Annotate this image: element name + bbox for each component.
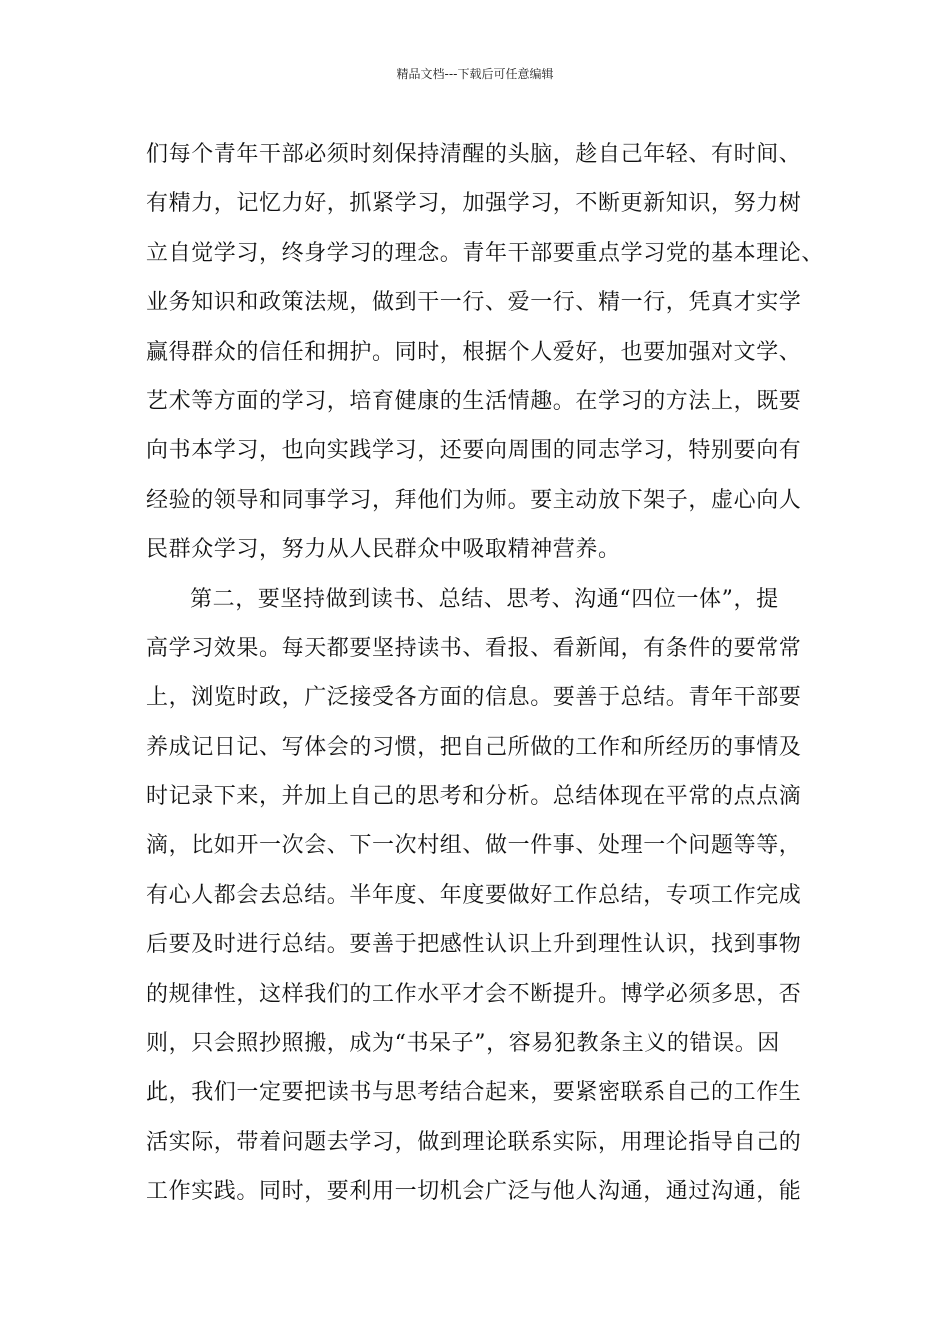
text-line: 民群众学习，努力从人民群众中吸取精神营养。	[146, 537, 621, 563]
text-line: 们每个青年干部必须时刻保持清醒的头脑，趁自己年轻、有时间、	[146, 142, 802, 167]
text-line: 活实际，带着问题去学习，做到理论联系实际，用理论指导自己的	[146, 1129, 802, 1155]
paragraph-start-line: 第二，要坚持做到读书、总结、思考、沟通“四位一体”，提	[190, 586, 779, 612]
text-line: 业务知识和政策法规，做到干一行、爱一行、精一行，凭真才实学	[146, 290, 802, 316]
text-line: 养成记日记、写体会的习惯，把自己所做的工作和所经历的事情及	[146, 734, 802, 760]
text-line: 有心人都会去总结。半年度、年度要做好工作总结，专项工作完成	[146, 882, 802, 908]
text-line: 经验的领导和同事学习，拜他们为师。要主动放下架子，虚心向人	[146, 487, 802, 513]
text-line: 上，浏览时政，广泛接受各方面的信息。要善于总结。青年干部要	[146, 685, 802, 711]
text-line: 则，只会照抄照搬，成为“书呆子”，容易犯教条主义的错误。因	[146, 1031, 780, 1057]
text-line: 高学习效果。每天都要坚持读书、看报、看新闻，有条件的要常常	[146, 635, 802, 661]
text-line: 的规律性，这样我们的工作水平才会不断提升。博学必须多思，否	[146, 981, 802, 1007]
text-line: 滴，比如开一次会、下一次村组、做一件事、处理一个问题等等，	[146, 833, 802, 859]
page-header: 精品文档---下载后可任意编辑	[396, 67, 554, 81]
text-line: 赢得群众的信任和拥护。同时，根据个人爱好，也要加强对文学、	[146, 339, 802, 365]
text-line: 向书本学习，也向实践学习，还要向周围的同志学习，特别要向有	[146, 438, 802, 464]
text-line: 时记录下来，并加上自己的思考和分析。总结体现在平常的点点滴	[146, 784, 802, 810]
text-line: 艺术等方面的学习，培育健康的生活情趣。在学习的方法上，既要	[146, 388, 802, 414]
text-line: 后要及时进行总结。要善于把感性认识上升到理性认识，找到事物	[146, 932, 802, 958]
text-line: 工作实践。同时，要利用一切机会广泛与他人沟通，通过沟通，能	[146, 1179, 802, 1205]
document-body	[146, 130, 836, 1217]
text-line: 有精力，记忆力好，抓紧学习，加强学习，不断更新知识，努力树	[146, 191, 802, 217]
text-line: 此，我们一定要把读书与思考结合起来，要紧密联系自己的工作生	[146, 1080, 802, 1106]
text-line: 立自觉学习，终身学习的理念。青年干部要重点学习党的基本理论、	[146, 240, 825, 266]
